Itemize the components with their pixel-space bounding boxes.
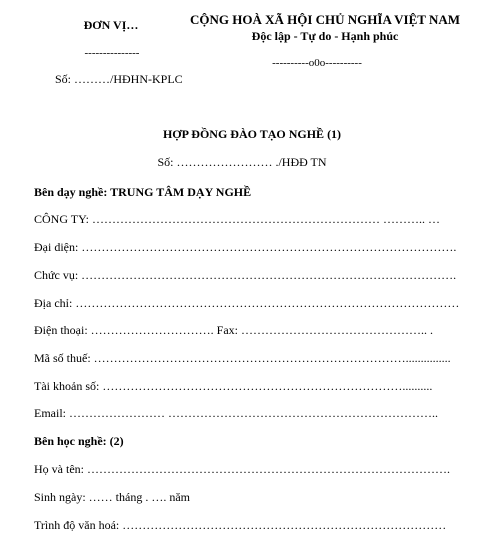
contract-number: Số: …………………… ./HĐĐ TN bbox=[157, 155, 327, 169]
learner-heading: Bên học nghề: (2) bbox=[34, 434, 124, 448]
country-name: CỘNG HOÀ XÃ HỘI CHỦ NGHĨA VIỆT NAM bbox=[189, 12, 461, 27]
unit-name: ĐƠN VỊ… bbox=[83, 18, 139, 32]
field-email: Email: …………………… ………………………………………………………….. bbox=[34, 406, 438, 420]
field-position: Chức vụ: …………………………………………………………………………………. bbox=[34, 268, 457, 282]
field-company: CÔNG TY: ……………………………………………………………… ……….. … bbox=[34, 212, 441, 226]
field-account: Tài khoản số: ………………………………………………………………….......... bbox=[34, 379, 433, 393]
country-motto: Độc lập - Tự do - Hạnh phúc bbox=[251, 29, 399, 43]
field-birth-date: Sinh ngày: …… tháng . …. năm bbox=[34, 490, 190, 504]
field-address: Địa chỉ: …………………………………………………………………………………… bbox=[34, 296, 460, 310]
field-learner-name: Họ và tên: ………………………………………………………………………………. bbox=[34, 462, 450, 476]
teacher-heading: Bên dạy nghề: TRUNG TÂM DẠY NGHỀ bbox=[34, 185, 252, 199]
unit-dashes: --------------- bbox=[84, 47, 140, 59]
field-education: Trình độ văn hoá: ……………………………………………………………………… bbox=[34, 518, 447, 532]
document-number: Số: ………/HĐHN-KPLC bbox=[55, 72, 183, 86]
contract-title: HỢP ĐỒNG ĐÀO TẠO NGHỀ (1) bbox=[162, 127, 342, 141]
motto-separator: ----------o0o---------- bbox=[272, 57, 362, 69]
field-phone-fax: Điện thoại: …………………………. Fax: ……………………………………….. . bbox=[34, 323, 433, 337]
field-representative: Đại diện: …………………………………………………………………………………. bbox=[34, 240, 457, 254]
field-tax-code: Mã số thuế: ……………………………………………………………………............... bbox=[34, 351, 451, 365]
